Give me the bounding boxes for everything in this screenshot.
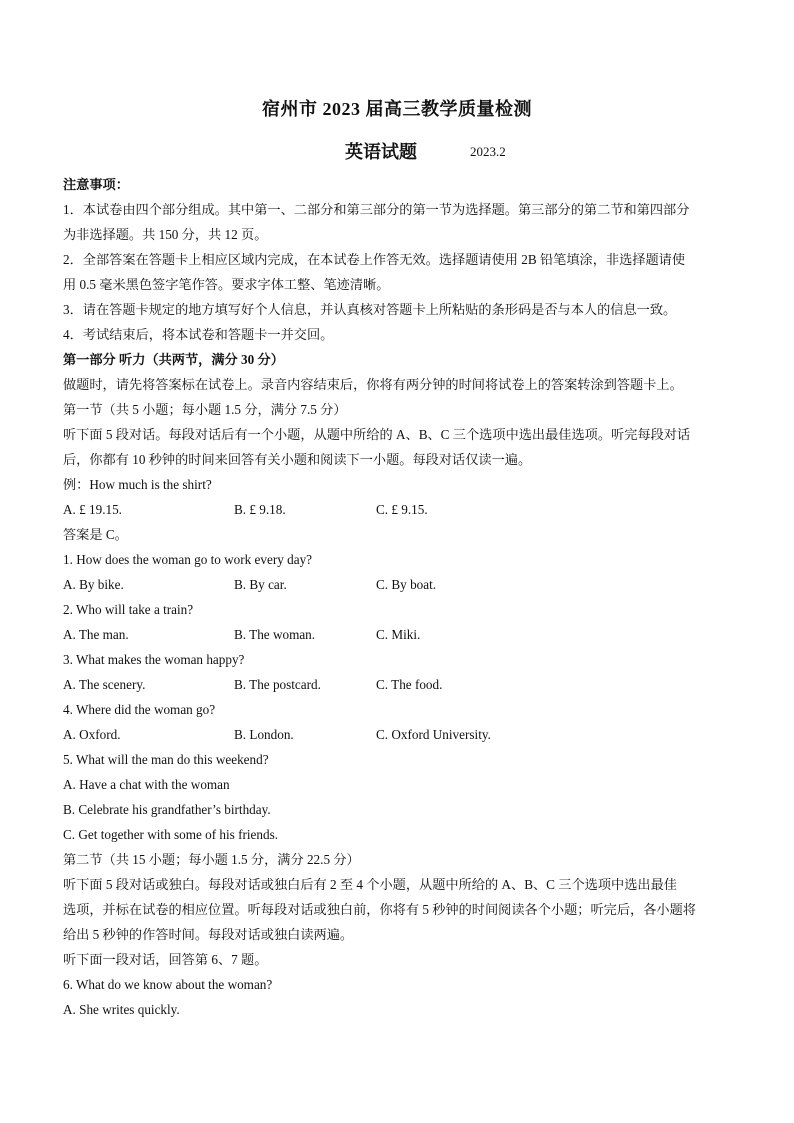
question-stem: 6. What do we know about the woman? <box>63 977 273 992</box>
example-options <box>63 497 735 522</box>
notice-line: 为非选择题。共 150 分，共 12 页。 <box>63 227 268 242</box>
example-answer: 答案是 C。 <box>63 527 128 542</box>
notice-heading: 注意事项： <box>63 177 129 192</box>
part1-heading: 第一部分 听力（共两节，满分 30 分） <box>63 352 284 367</box>
example-question: 例：How much is the shirt? <box>63 477 212 492</box>
section2-heading: 第二节（共 15 小题；每小题 1.5 分，满分 22.5 分） <box>63 852 360 867</box>
notice-line: 2．全部答案在答题卡上相应区域内完成，在本试卷上作答无效。选择题请使用 2B 铅笔填涂，非选择题请使 <box>63 252 686 267</box>
option-a: A. The scenery. <box>63 677 146 692</box>
option-b: B. By car. <box>234 577 287 592</box>
option-b: B. Celebrate his grandfather’s birthday. <box>63 802 271 817</box>
section2-instruction: 听下面 5 段对话或独白。每段对话或独白后有 2 至 4 个小题，从题中所给的 A、B、C 三个选项中选出最佳 <box>63 877 677 892</box>
part1-instruction: 做题时，请先将答案标在试卷上。录音内容结束后，你将有两分钟的时间将试卷上的答案转涂到答题卡上。 <box>63 377 683 392</box>
question-options <box>63 572 735 597</box>
question-stem: 5. What will the man do this weekend? <box>63 752 269 767</box>
section1-instruction: 后，你都有 10 秒钟的时间来回答有关小题和阅读下一小题。每段对话仅读一遍。 <box>63 452 532 467</box>
notice-line: 用 0.5 毫米黑色签字笔作答。要求字体工整、笔迹清晰。 <box>63 277 390 292</box>
option-c: C. By boat. <box>376 577 437 592</box>
option-c: C. Get together with some of his friends. <box>63 827 278 842</box>
section1-heading: 第一节（共 5 小题；每小题 1.5 分，满分 7.5 分） <box>63 402 347 417</box>
option-c: C. The food. <box>376 677 443 692</box>
question-options <box>63 672 735 697</box>
notice-line: 3．请在答题卡规定的地方填写好个人信息，并认真核对答题卡上所粘贴的条形码是否与本人的信息一致。 <box>63 302 677 317</box>
option-c: C. Miki. <box>376 627 421 642</box>
option-b: B. The woman. <box>234 627 316 642</box>
exam-title: 宿州市 2023 届高三教学质量检测 <box>262 99 532 119</box>
question-options <box>63 722 735 747</box>
section2-instruction: 选项，并标在试卷的相应位置。听每段对话或独白前，你将有 5 秒钟的时间阅读各个小题；听完后，各小题将 <box>63 902 696 917</box>
question-stem: 3. What makes the woman happy? <box>63 652 245 667</box>
subtitle-row <box>0 138 794 162</box>
option-a: A. Oxford. <box>63 727 121 742</box>
option-a: A. Have a chat with the woman <box>63 777 230 792</box>
exam-subject: 英语试题 <box>345 142 417 162</box>
notice-line: 1．本试卷由四个部分组成。其中第一、二部分和第三部分的第一节为选择题。第三部分的第二节和第四部分 <box>63 202 690 217</box>
notice-line: 4．考试结束后，将本试卷和答题卡一并交回。 <box>63 327 334 342</box>
option-a: A. £ 19.15. <box>63 502 122 517</box>
question-stem: 1. How does the woman go to work every day? <box>63 552 313 567</box>
section1-instruction: 听下面 5 段对话。每段对话后有一个小题，从题中所给的 A、B、C 三个选项中选出最佳选项。听完每段对话 <box>63 427 691 442</box>
option-b: B. £ 9.18. <box>234 502 286 517</box>
question-stem: 4. Where did the woman go? <box>63 702 216 717</box>
question-options <box>63 622 735 647</box>
option-b: B. The postcard. <box>234 677 321 692</box>
option-c: C. Oxford University. <box>376 727 491 742</box>
option-b: B. London. <box>234 727 294 742</box>
question-stem: 2. Who will take a train? <box>63 602 194 617</box>
exam-date: 2023.2 <box>470 144 506 159</box>
option-a: A. By bike. <box>63 577 124 592</box>
dialogue-intro: 听下面一段对话，回答第 6、7 题。 <box>63 952 268 967</box>
option-a: A. The man. <box>63 627 129 642</box>
exam-body <box>63 172 735 1022</box>
section2-instruction: 给出 5 秒钟的作答时间。每段对话或独白读两遍。 <box>63 927 354 942</box>
option-c: C. £ 9.15. <box>376 502 428 517</box>
option-a: A. She writes quickly. <box>63 1002 180 1017</box>
